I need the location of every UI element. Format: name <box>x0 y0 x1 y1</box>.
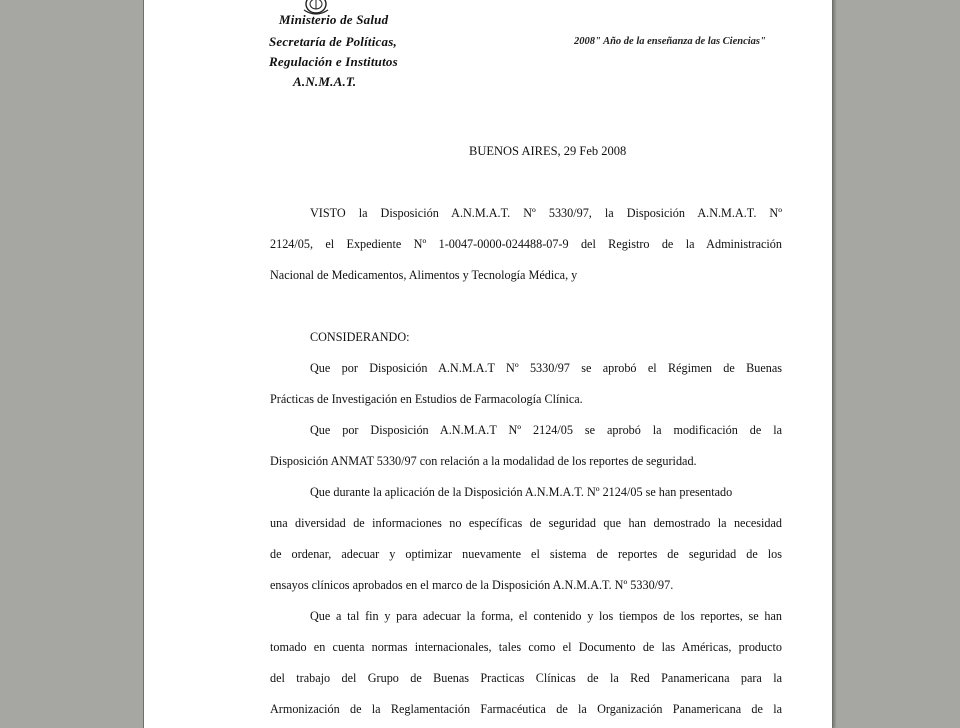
text-line: del trabajo del Grupo de Buenas Practicas Clínicas de la Red Panamericana para la <box>270 671 782 685</box>
text-line: Prácticas de Investigación en Estudios de Farmacología Clínica. <box>270 392 583 406</box>
letterhead-ministry: Ministerio de Salud <box>279 12 389 27</box>
place-date: BUENOS AIRES, 29 Feb 2008 <box>469 144 627 158</box>
letterhead-agency: A.N.M.A.T. <box>293 74 357 89</box>
document-page <box>143 0 833 728</box>
text-line: tomado en cuenta normas internacionales, tales como el Documento de las Américas, producto <box>270 640 782 654</box>
text-line: una diversidad de informaciones no específicas de seguridad que han demostrado la necesidad <box>270 516 782 530</box>
year-motto: 2008" Año de la enseñanza de las Ciencias" <box>574 36 766 47</box>
letterhead-regulation: Regulación e Institutos <box>269 54 398 69</box>
text-line: Que durante la aplicación de la Disposición A.N.M.A.T. Nº 2124/05 se han presentado <box>310 485 733 499</box>
heading-considerando: CONSIDERANDO: <box>310 330 410 344</box>
text-line: Nacional de Medicamentos, Alimentos y Tecnología Médica, y <box>270 268 578 282</box>
text-line: Disposición ANMAT 5330/97 con relación a la modalidad de los reportes de seguridad. <box>270 454 697 468</box>
text-line: Que por Disposición A.N.M.A.T Nº 2124/05 se aprobó la modificación de la <box>310 423 782 437</box>
text-line: Que por Disposición A.N.M.A.T Nº 5330/97 se aprobó el Régimen de Buenas <box>310 361 782 375</box>
text-line: de ordenar, adecuar y optimizar nuevamente el sistema de reportes de seguridad de los <box>270 547 782 561</box>
text-line: Armonización de la Reglamentación Farmacéutica de la Organización Panamericana de la <box>270 702 782 716</box>
text-line: ensayos clínicos aprobados en el marco de la Disposición A.N.M.A.T. Nº 5330/97. <box>270 578 674 592</box>
text-line: 2124/05, el Expediente Nº 1-0047-0000-024488-07-9 del Registro de la Administración <box>270 237 782 251</box>
letterhead-secretariat: Secretaría de Políticas, <box>269 34 397 49</box>
text-line: VISTO la Disposición A.N.M.A.T. Nº 5330/97, la Disposición A.N.M.A.T. Nº <box>310 206 782 220</box>
text-line: Que a tal fin y para adecuar la forma, el contenido y los tiempos de los reportes, se han <box>310 609 782 623</box>
